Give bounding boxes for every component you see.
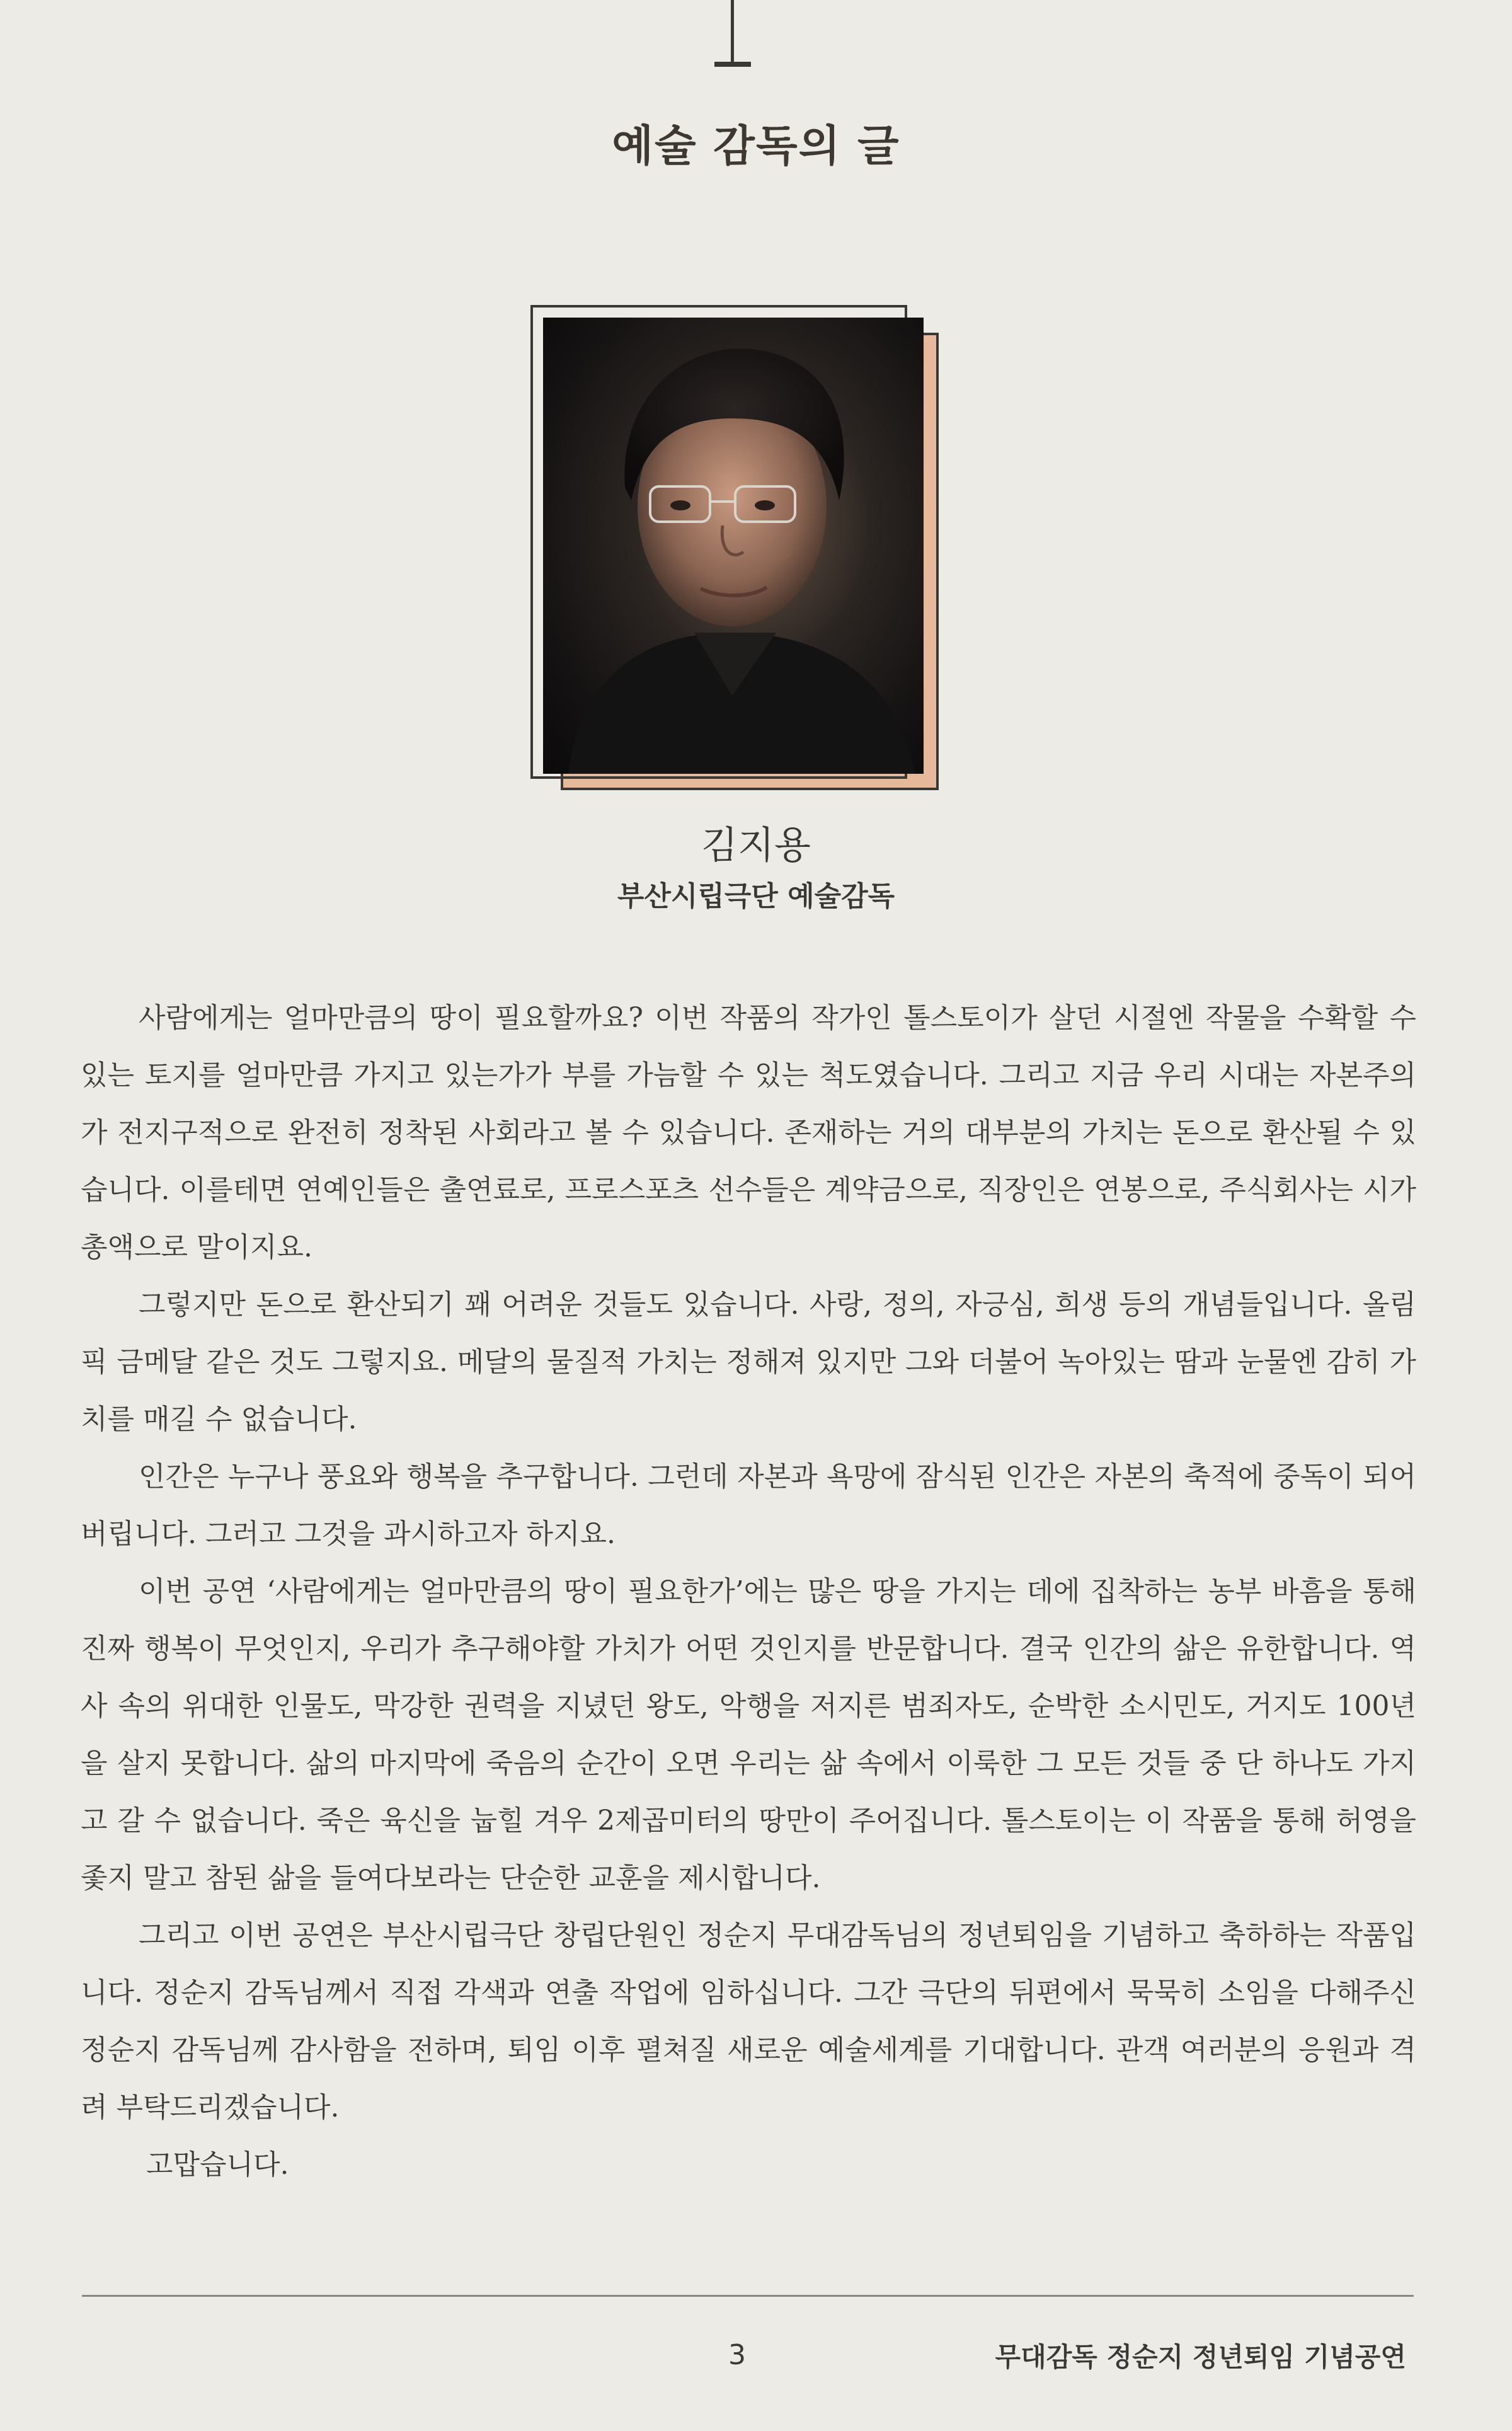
header-divider-tick bbox=[714, 62, 751, 67]
body-paragraph: 그리고 이번 공연은 부산시립극단 창립단원인 정순지 무대감독님의 정년퇴임을 기념하고 축하하는 작품입니다. 정순지 감독님께서 직접 각색과 연출 작업에 임하십니다. 그간 극단의 뒤편에서 묵묵히 소임을 다해주신 정순지 감독님께 감사함을 전하며, 퇴임 이후 펼쳐질 새로운 예술세계를 기대합니다. 관객 여러분의 응원과 격려 부탁드리겠습니다. bbox=[81, 1919, 1416, 2124]
footer-divider bbox=[82, 2295, 1414, 2297]
body-paragraph: 사람에게는 얼마만큼의 땅이 필요할까요? 이번 작품의 작가인 톨스토이가 살던 시절엔 작물을 수확할 수 있는 토지를 얼마만큼 가지고 있는가가 부를 가늠할 수 있는 척도였습니다. 그리고 지금 우리 시대는 자본주의가 전지구적으로 완전히 정착된 사회라고 볼 수 있습니다. 존재하는 거의 대부분의 가치는 돈으로 환산될 수 있습니다. 이를테면 연예인들은 출연료로, 프로스포츠 선수들은 계약금으로, 직장인은 연봉으로, 주식회사는 시가총액으로 말이지요. bbox=[81, 1002, 1417, 1263]
page-number: 3 bbox=[728, 2339, 746, 2371]
letter-body bbox=[81, 989, 1416, 2193]
portrait-illustration bbox=[543, 318, 924, 774]
body-paragraph: 인간은 누구나 풍요와 행복을 추구합니다. 그런데 자본과 욕망에 잠식된 인간은 자본의 축적에 중독이 되어 버립니다. 그러고 그것을 과시하고자 하지요. bbox=[81, 1461, 1416, 1550]
director-name: 김지용 bbox=[701, 824, 811, 868]
header-divider-line bbox=[731, 0, 734, 63]
closing-line: 고맙습니다. bbox=[146, 2149, 289, 2181]
body-paragraph: 이번 공연 ‘사람에게는 얼마만큼의 땅이 필요한가’에는 많은 땅을 가지는 데에 집착하는 농부 바흠을 통해 진짜 행복이 무엇인지, 우리가 추구해야할 가치가 어떤 것인지를 반문합니다. 결국 인간의 삶은 유한합니다. 역사 속의 위대한 인물도, 막강한 권력을 지녔던 왕도, 악행을 저지른 범죄자도, 순박한 소시민도, 거지도 100년을 살지 못합니다. 삶의 마지막에 죽음의 순간이 오면 우리는 삶 속에서 이룩한 그 모든 것들 중 단 하나도 가지고 갈 수 없습니다. 죽은 육신을 눕힐 겨우 2제곱미터의 땅만이 주어집니다. 톨스토이는 이 작품을 통해 허영을 좇지 말고 참된 삶을 들여다보라는 단순한 교훈을 제시합니다. bbox=[81, 1575, 1417, 1894]
director-role: 부산시립극단 예술감독 bbox=[617, 880, 895, 912]
body-paragraph: 그렇지만 돈으로 환산되기 꽤 어려운 것들도 있습니다. 사랑, 정의, 자긍심, 희생 등의 개념들입니다. 올림픽 금메달 같은 것도 그렇지요. 메달의 물질적 가치는 정해져 있지만 그와 더불어 녹아있는 땀과 눈물엔 감히 가치를 매길 수 없습니다. bbox=[81, 1289, 1416, 1435]
portrait-photo bbox=[543, 318, 924, 774]
footer-title: 무대감독 정순지 정년퇴임 기념공연 bbox=[995, 2342, 1406, 2372]
page-title: 예술 감독의 글 bbox=[612, 122, 900, 171]
